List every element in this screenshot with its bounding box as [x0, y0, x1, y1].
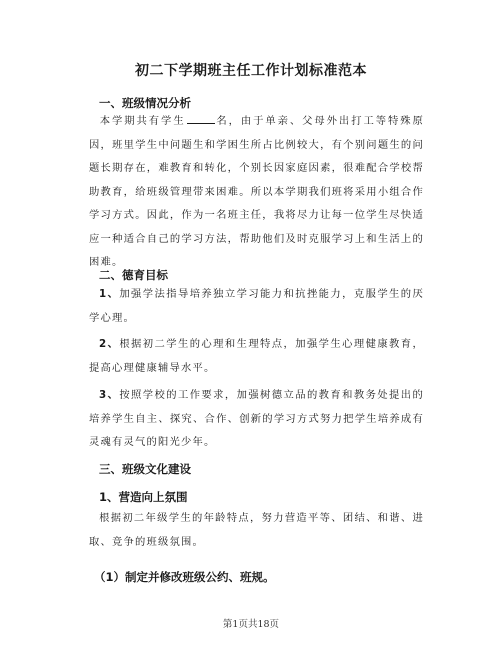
paragraph-text-part-a: 本学期共有学生 — [99, 115, 186, 127]
goal-2-number: 2、 — [99, 338, 120, 350]
document-title: 初二下学期班主任工作计划标准范本 — [135, 63, 367, 79]
paragraph-goal-2 — [89, 333, 424, 380]
paragraph-text-part-b: 名，由于单亲、父母外出打工等特殊原因，班里学生中问题生和学困生所占比例较大，有个别问题生的问题长期存在，难教育和转化，个别长因家庭因素，很难配合学校帮助教育，给班级管理带来困难。所以本学期我们班将采用小组合作学习方式。因此，作为一名班主任，我将尽力让每一位学生尽快适应一种适合自己的学习方法，帮助他们及时克服学习上和生活上的困难。 — [89, 115, 424, 268]
paragraph-goal-3 — [89, 384, 424, 455]
section-heading-moral-goals: 二、德育目标 — [99, 268, 168, 282]
subheading-class-rules: （1）制定并修改班级公约、班规。 — [94, 570, 275, 584]
subheading-atmosphere: 1、营造向上氛围 — [99, 490, 188, 504]
atmosphere-text: 根据初二年级学生的年龄特点，努力营造平等、团结、和谐、进取、竞争的班级氛围。 — [89, 512, 424, 548]
section-heading-class-culture: 三、班级文化建设 — [99, 462, 191, 476]
paragraph-class-analysis — [89, 110, 424, 275]
blank-underline — [187, 113, 215, 124]
paragraph-goal-1 — [89, 283, 424, 330]
goal-1-number: 1、 — [99, 288, 120, 300]
goal-3-number: 3、 — [99, 389, 120, 401]
paragraph-atmosphere — [89, 507, 424, 554]
page-footer: 第1页共18页 — [222, 619, 280, 630]
section-heading-class-analysis: 一、班级情况分析 — [99, 96, 191, 110]
goal-3-text: 按照学校的工作要求，加强树德立品的教育和教务处提出的培养学生自主、探究、合作、创新的学习方式努力把学生培养成有灵魂有灵气的阳光少年。 — [89, 389, 424, 448]
goal-2-text: 根据初二学生的心理和生理特点，加强学生心理健康教育，提高心理健康辅导水平。 — [89, 338, 424, 374]
goal-1-text: 加强学法指导培养独立学习能力和抗挫能力，克服学生的厌学心理。 — [89, 288, 424, 324]
